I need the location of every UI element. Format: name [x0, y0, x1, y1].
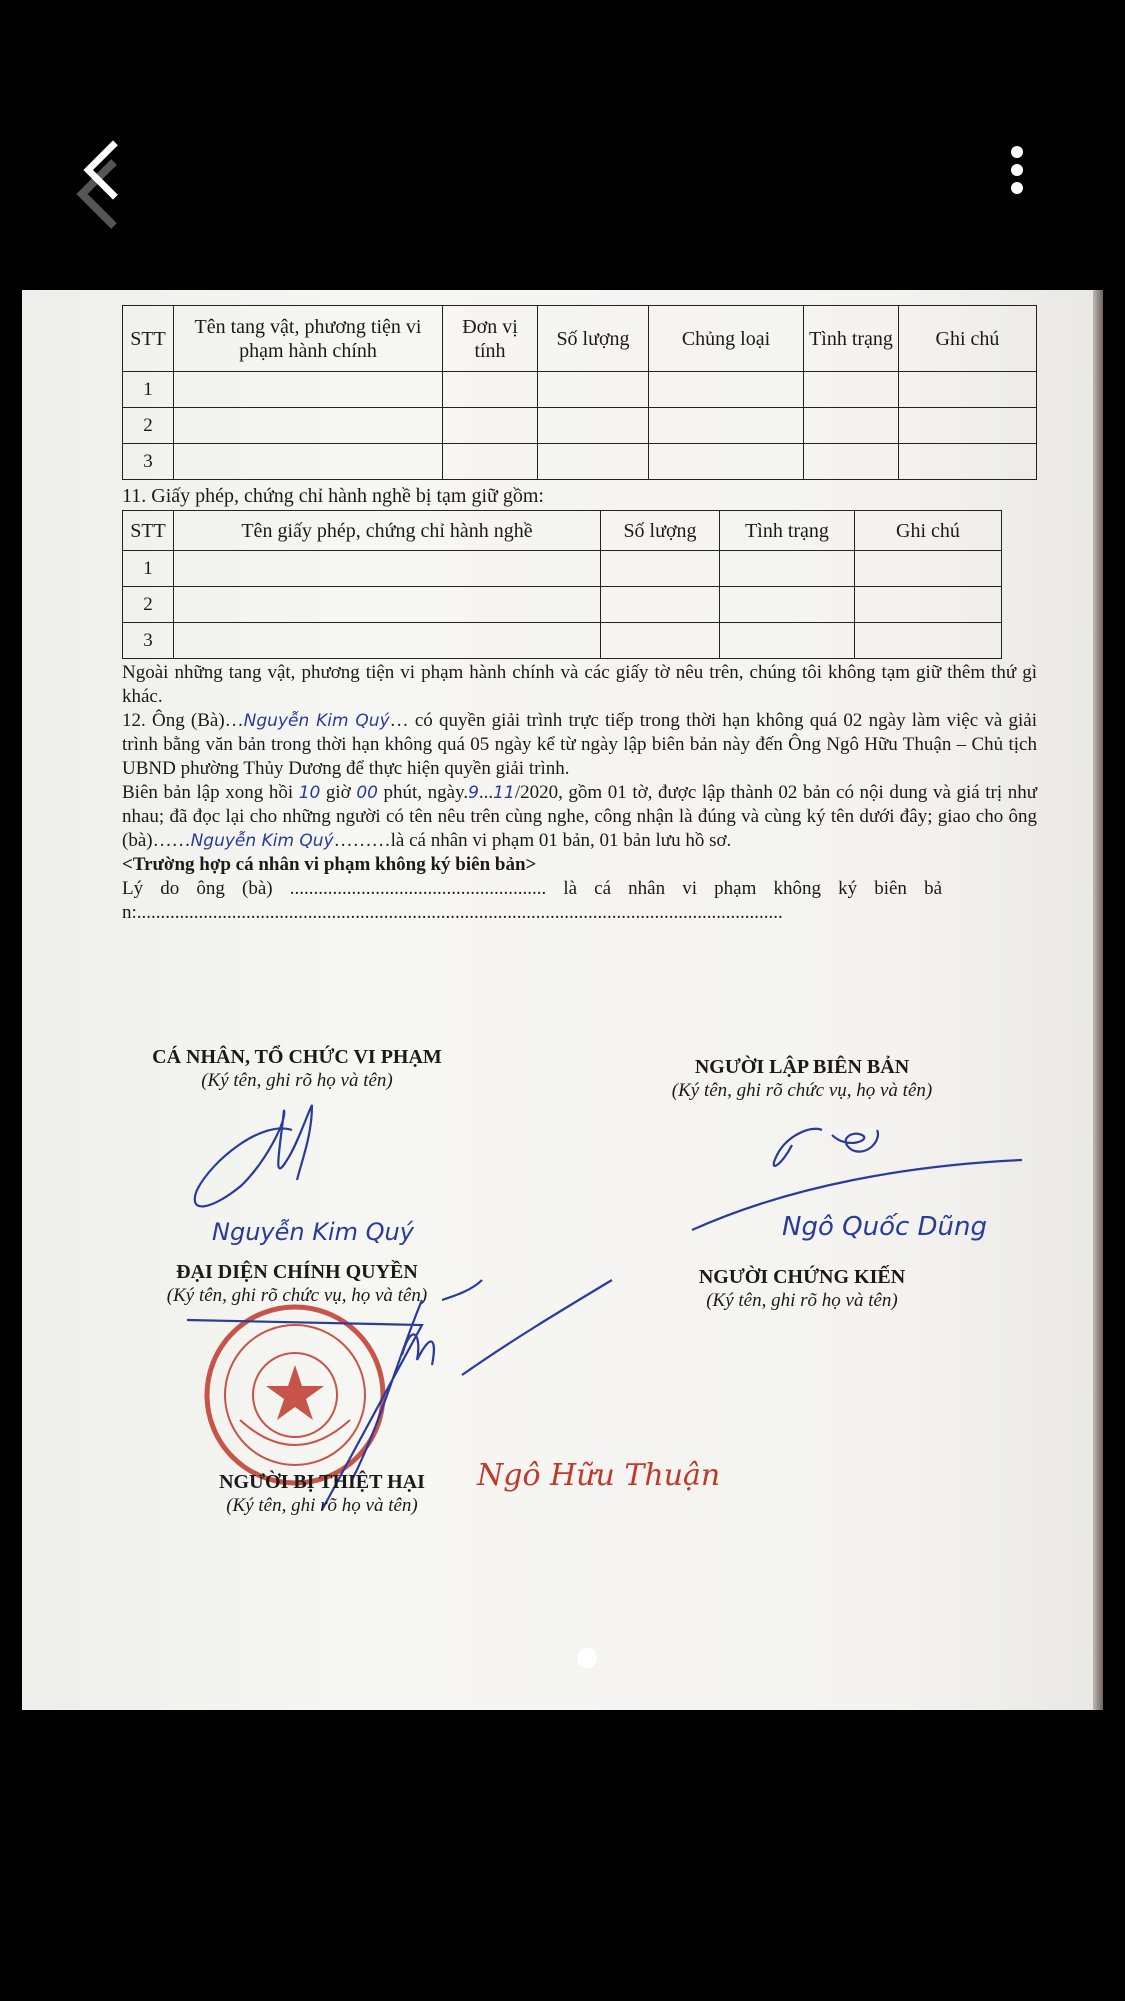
- violator-signature: [172, 1090, 432, 1260]
- more-vertical-icon: [995, 140, 1040, 200]
- handwritten-recipient: Nguyễn Kim Quý: [190, 831, 334, 851]
- refusal-reason-line: Lý do ông (bà) ...................................................... là cá nhân vi phạm không ký biên bản:........................................................................................................................................: [122, 878, 942, 923]
- recorder-subtitle: (Ký tên, ghi rõ chức vụ, họ và tên): [671, 1080, 933, 1101]
- table2-header: STT: [123, 511, 174, 551]
- victim-signature-block: [162, 1470, 482, 1518]
- license-table: [122, 510, 1002, 659]
- table-row: [123, 444, 1037, 480]
- chevron-left-icon: [78, 140, 138, 220]
- more-options-button[interactable]: [995, 140, 1040, 200]
- recorder-signature-block: [622, 1055, 982, 1103]
- table1-header: Tình trạng: [804, 306, 899, 372]
- page-indicator-dot[interactable]: [577, 1648, 597, 1668]
- table1-header: Ghi chú: [899, 306, 1037, 372]
- handwritten-day: 9: [468, 783, 479, 803]
- table1-header: Số lượng: [538, 306, 649, 372]
- handwritten-hour: 10: [298, 783, 321, 803]
- date-separator: ...: [478, 782, 494, 803]
- section-11-heading: 11. Giấy phép, chứng chỉ hành nghề bị tạm giữ gồm:: [122, 485, 544, 507]
- government-printed-name: Ngô Hữu Thuận: [477, 1458, 721, 1493]
- witness-title: NGƯỜI CHỨNG KIẾN: [698, 1266, 906, 1288]
- witness-signature-block: [622, 1265, 982, 1313]
- table2-header: Tên giấy phép, chứng chỉ hành nghề: [174, 511, 601, 551]
- p12-text: … có quyền giải trình trực tiếp trong thời hạn không quá 02 ngày làm việc và giải trình bằng văn bản trong thời hạn không quá 05 ngày kể từ ngày lập biên bản này đến Ông Ngô Hữu Thuận – Chủ tịch UBND phường Thủy Dương để thực hiện quyền giải trình.: [122, 710, 1037, 779]
- victim-subtitle: (Ký tên, ghi rõ họ và tên): [226, 1495, 418, 1516]
- table-row: [123, 587, 1002, 623]
- document-photo: [22, 290, 1103, 1710]
- completion-prefix: Biên bản lập xong hồi: [122, 782, 299, 803]
- completion-text: /2020, gồm 01 tờ, được lập thành 02 bản có nội dung và giá trị như nhau; đã đọc lại cho những người có tên nêu trên cùng nghe, công nhận là đúng và cùng ký tên dưới đây; giao cho ông (bà)……: [122, 782, 1038, 851]
- government-title: ĐẠI DIỆN CHÍNH QUYỀN: [176, 1261, 418, 1283]
- gio-label: giờ: [320, 782, 357, 803]
- case-heading: <Trường hợp cá nhân vi phạm không ký biên bản>: [122, 854, 537, 875]
- table-row: [123, 623, 1002, 659]
- table1-header: Chủng loại: [649, 306, 804, 372]
- explanation-right-paragraph: [122, 709, 1037, 781]
- witness-subtitle: (Ký tên, ghi rõ họ và tên): [706, 1290, 898, 1311]
- p12-prefix: 12. Ông (Bà)…: [122, 710, 244, 731]
- completion-paragraph: [122, 781, 1037, 853]
- handwritten-minute: 00: [356, 783, 378, 803]
- row-number: 2: [123, 408, 174, 444]
- no-other-items-paragraph: Ngoài những tang vật, phương tiện vi phạm hành chính và các giấy tờ nêu trên, chúng tôi không tạm giữ thêm thứ gì khác.: [122, 662, 1037, 707]
- recorder-signature: [672, 1105, 1092, 1255]
- recorder-title: NGƯỜI LẬP BIÊN BẢN: [694, 1056, 910, 1078]
- back-button[interactable]: [78, 140, 138, 220]
- violator-title: CÁ NHÂN, TỔ CHỨC VI PHẠM: [152, 1046, 442, 1068]
- row-number: 1: [123, 551, 174, 587]
- violator-signature-block: [122, 1045, 472, 1093]
- violator-subtitle: (Ký tên, ghi rõ họ và tên): [201, 1070, 393, 1091]
- table1-header: Đơn vị tính: [443, 306, 538, 372]
- table2-header: Số lượng: [601, 511, 720, 551]
- table1-header: STT: [123, 306, 174, 372]
- row-number: 3: [123, 444, 174, 480]
- table2-header: Ghi chú: [855, 511, 1002, 551]
- phut-label: phút, ngày.: [377, 782, 469, 803]
- government-subtitle: (Ký tên, ghi rõ chức vụ, họ và tên): [166, 1285, 428, 1306]
- table2-header: Tình trạng: [720, 511, 855, 551]
- table-row: [123, 551, 1002, 587]
- row-number: 2: [123, 587, 174, 623]
- table-row: [123, 372, 1037, 408]
- handwritten-violator-name: Nguyễn Kim Quý: [243, 711, 390, 731]
- violator-printed-name: Nguyễn Kim Quý: [212, 1218, 414, 1246]
- top-bar: [0, 0, 1125, 290]
- evidence-table: [122, 305, 1037, 480]
- document-body: [122, 305, 1037, 925]
- table-row: [123, 408, 1037, 444]
- recorder-printed-name: Ngô Quốc Dũng: [782, 1212, 988, 1242]
- paper-edge-shadow: [1093, 290, 1103, 1710]
- row-number: 3: [123, 623, 174, 659]
- table1-header: Tên tang vật, phương tiện vi phạm hành chính: [174, 306, 443, 372]
- row-number: 1: [123, 372, 174, 408]
- completion-end: ………là cá nhân vi phạm 01 bản, 01 bản lưu hồ sơ.: [333, 830, 732, 851]
- handwritten-month: 11: [493, 783, 515, 803]
- victim-title: NGƯỜI BỊ THIỆT HẠI: [219, 1471, 425, 1493]
